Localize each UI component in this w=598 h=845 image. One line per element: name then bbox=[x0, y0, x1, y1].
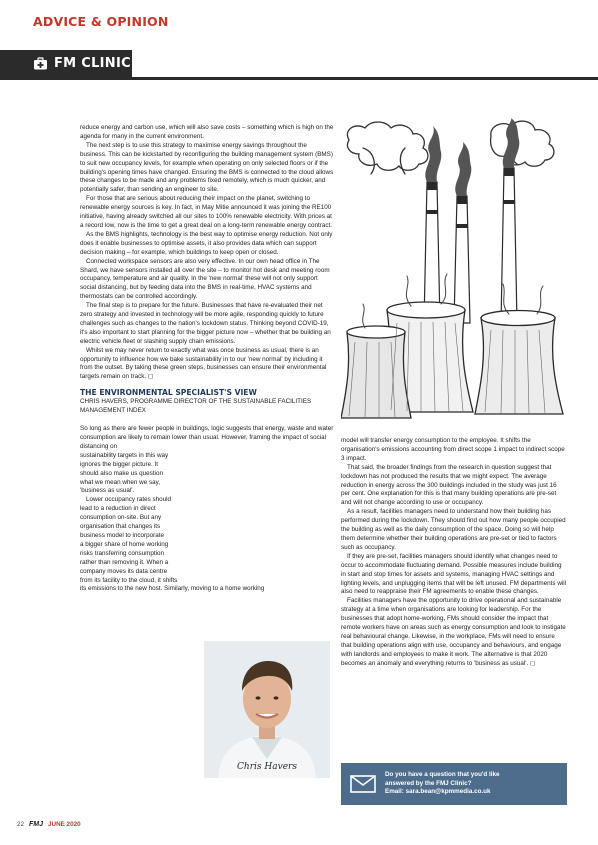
paragraph: So long as there are fewer people in buildings, logic suggests that energy, waste and water consumption are likely to remain lower than usual. However, framing the impact of social distancing on bbox=[80, 425, 334, 450]
text-line: sustainability targets in this way bbox=[80, 451, 169, 459]
issue-date: JUNE 2020 bbox=[48, 821, 81, 828]
paragraph: The next step is to use this strategy to maximise energy savings throughout the business. This can be kickstarted by reconfiguring the building management system (BMS) to suit new occupancy levels, for example when operating on only selected floors or if the building's opening times have changed. Ensuring the BMS is connected to the cloud allows these changes to be made and any problems fixed remotely, which is much quicker, and potentially safer, than sending an engineer to site. bbox=[80, 141, 334, 194]
view-heading: THE ENVIRONMENTAL SPECIALIST'S VIEW bbox=[80, 388, 257, 398]
brand-logo: FMJ bbox=[29, 821, 44, 828]
article-column-right bbox=[341, 437, 567, 669]
question-box bbox=[341, 763, 567, 805]
envelope-icon bbox=[341, 763, 385, 805]
title-rule bbox=[0, 77, 598, 80]
paragraph: Connected workspace sensors are also very effective. In our own head office in The Shard, we have sensors installed all over the site – to monitor hot desk and meeting room occupancy, temperature and air quality. In the 'new normal' these will not only support social distancing, but by feeding data into the BMS in real-time, HVAC systems and thermostats can be controlled accordingly. bbox=[80, 257, 330, 301]
text-line: organisation that changes its bbox=[80, 523, 161, 531]
view-byline: CHRIS HAVERS, PROGRAMME DIRECTOR OF THE SUSTAINABLE FACILITIES MANAGEMENT INDEX bbox=[80, 398, 312, 415]
text-line: what we mean when we say, bbox=[80, 478, 161, 486]
paragraph: model will transfer energy consumption to the employee. It shifts the organisation's emissions accounting from direct scope 1 impact to indirect scope 3 impact. bbox=[341, 437, 565, 462]
power-station-illustration bbox=[341, 118, 573, 420]
paragraph: its emissions to the new host. Similarly, moving to a home working bbox=[80, 585, 265, 593]
text-line: business model to incorporate bbox=[80, 531, 165, 539]
text-line: lead to a reduction in direct bbox=[80, 505, 156, 513]
section-label: ADVICE & OPINION bbox=[33, 14, 169, 29]
paragraph: For those that are serious about reducing their impact on the planet, switching to renewable energy sources is key. In fact, in May Mitie announced it was joining the RE100 initiative, having already switched all our sites to 100% renewable electricity. With prices at a record low, now is the time to get a great deal on a long-term renewable energy contract. bbox=[80, 195, 333, 229]
signature: Chris Havers bbox=[237, 762, 297, 772]
text-line: 'business as usual'. bbox=[80, 487, 135, 495]
question-text bbox=[385, 771, 500, 797]
paragraph: That said, the broader findings from the research in question suggest that lockdown has not produced the results that we might expect. The average reduction in energy across the 300 buildings included in the study was just 16 per cent. One explanation for this is that many building operations are pre-set and will not change according to use or occupancy. bbox=[341, 463, 557, 507]
wrapped-text bbox=[80, 452, 199, 586]
paragraph: As the BMS highlights, technology is the best way to optimise energy reduction. Not only does it enable businesses to optimise assets, it also provides data which can support decision making – for example, which buildings to keep open or closed. bbox=[80, 230, 333, 256]
page-title: FM CLINIC bbox=[54, 56, 131, 71]
question-line: answered by the FMJ Clinic? bbox=[385, 779, 472, 787]
paragraph: If they are pre-set, facilities managers should identify what changes need to occur to accommodate fluctuating demand. Possible measures include building in start and stop times for assets and systems, managing HVAC settings and lighting levels, and unplugging items that will be left unused. FM departments will also need to reappraise their FM agreements to enable these changes. bbox=[341, 552, 567, 596]
page-number: 22 bbox=[17, 821, 25, 828]
page-footer bbox=[17, 821, 81, 828]
portrait-photo bbox=[204, 641, 330, 778]
portrait-illustration bbox=[204, 641, 330, 778]
text-line: rather than removing it. When a bbox=[80, 558, 169, 566]
text-line: risks transferring consumption bbox=[80, 549, 164, 557]
text-line: consumption on-site. But any bbox=[80, 514, 162, 522]
title-bar bbox=[0, 50, 132, 77]
paragraph: Facilities managers have the opportunity to drive operational and sustainable strategy at a time when organisations are looking for leadership. For the businesses that adopt home-working, FMs should consider the impact that remote workers have on areas such as energy consumption and look to instigate real behavioural change. Likewise, in the workplace, FMs will need to ensure that building operations align with use, occupancy and behaviours, and engage with landlords and employees to make it work. The alternative is that 2020 becomes an anomaly and everything returns to 'business as usual'. ◻ bbox=[341, 597, 566, 667]
paragraph: reduce energy and carbon use, which will also save costs – something which is high on the agenda for many in the current environment. bbox=[80, 124, 334, 140]
article-column-left bbox=[80, 124, 334, 594]
text-line: a bigger share of home working bbox=[80, 540, 169, 548]
text-line: company moves its data centre bbox=[80, 567, 168, 575]
text-line: ignores the bigger picture. It bbox=[80, 460, 159, 468]
paragraph: The final step is to prepare for the future. Businesses that have re-evaluated their net zero strategy and invested in technology will be more agile, responding quickly to future challenges such as changes to the nation's lockdown status. Thinking beyond COVID-19, it's also important to start planning for the bigger picture now – whether that be building an electric vehicle fleet or slashing supply chain emissions. bbox=[80, 302, 331, 345]
first-aid-kit-icon bbox=[33, 57, 48, 70]
text-line: from its facility to the cloud, it shifts bbox=[80, 576, 178, 584]
text-line: Lower occupancy rates should bbox=[86, 496, 172, 504]
question-line: Do you have a question that you'd like bbox=[385, 770, 500, 778]
text-line: should also make us question bbox=[80, 469, 163, 477]
contact-email[interactable]: Email: sara.bean@kpmmedia.co.uk bbox=[385, 788, 491, 796]
paragraph: Whilst we may never return to exactly what was once business as usual, there is an opportunity to influence how we bake sustainability in to our 'new normal' by including it from the outset. By taking these green steps, businesses can ensure their environmental targets remain on track. ◻ bbox=[80, 346, 327, 381]
paragraph: As a result, facilities managers need to understand how their building has performed during the lockdown. They should find out how many people occupied the building as well as the daily consumption of the space. Doing so will help them determine whether their building operations are pre-set or tied to factors such as occupancy. bbox=[341, 508, 566, 551]
